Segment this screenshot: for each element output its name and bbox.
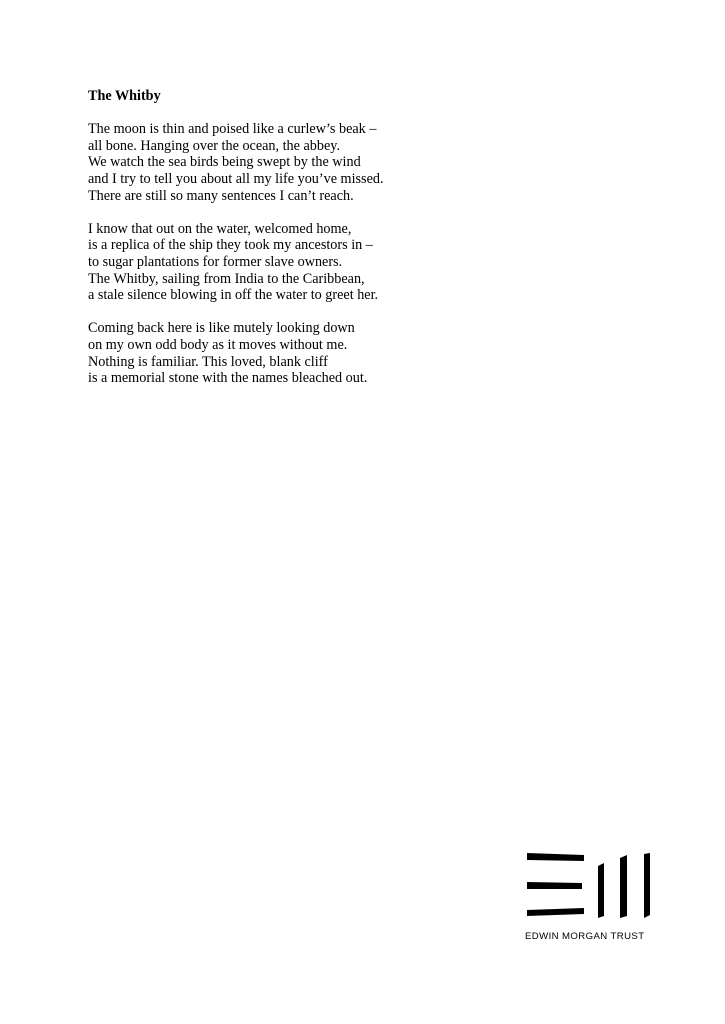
poem-line: all bone. Hanging over the ocean, the abbey. — [88, 137, 340, 154]
poem-line: a stale silence blowing in off the water to greet her. — [88, 287, 379, 304]
poem-line: There are still so many sentences I can’t reach. — [88, 187, 354, 204]
poem-line: and I try to tell you about all my life you’ve missed. — [88, 170, 384, 187]
poem-line: Nothing is familiar. This loved, blank cliff — [88, 353, 328, 370]
stanza-1 — [88, 121, 508, 204]
poem-line: The Whitby, sailing from India to the Caribbean, — [88, 270, 365, 287]
poem-line: is a replica of the ship they took my ancestors in – — [88, 237, 373, 254]
poem-line: Coming back here is like mutely looking down — [88, 320, 355, 337]
poem-line: to sugar plantations for former slave owners. — [88, 253, 343, 270]
edwin-morgan-trust-logo-icon — [525, 852, 651, 920]
poem-line: on my own odd body as it moves without me. — [88, 336, 348, 353]
stanza-3 — [88, 320, 508, 386]
poem — [88, 88, 508, 403]
logo-wordmark: EDWIN MORGAN TRUST — [525, 931, 645, 942]
stanza-2 — [88, 221, 508, 304]
poem-title: The Whitby — [88, 88, 161, 104]
poem-line: The moon is thin and poised like a curlew’s beak – — [88, 121, 377, 138]
poem-line: I know that out on the water, welcomed home, — [88, 220, 352, 237]
poem-line: We watch the sea birds being swept by the wind — [88, 154, 361, 171]
poem-line: is a memorial stone with the names bleached out. — [88, 370, 368, 387]
edwin-morgan-trust-logo — [525, 852, 651, 944]
